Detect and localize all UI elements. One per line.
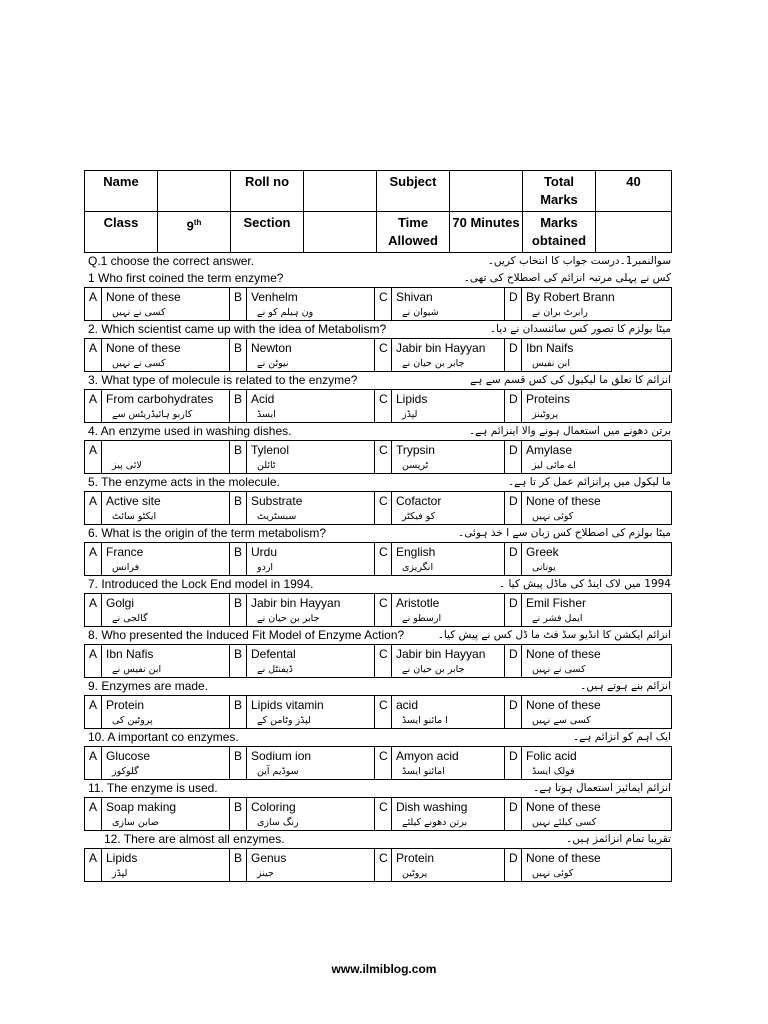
option-c[interactable] [392,645,505,678]
option-c[interactable] [392,543,505,576]
option-c[interactable] [392,492,505,525]
section-label: Section [231,212,304,253]
option-b[interactable] [247,849,375,882]
option-a[interactable] [102,849,230,882]
option-text-ur: کوئی نہیں [532,511,574,522]
option-text-en: Dish washing [396,800,468,814]
option-text-en: Lipids vitamin [251,698,324,712]
option-letter: D [505,288,522,321]
option-text-en: Coloring [251,800,296,814]
question-text-en: 7. Introduced the Lock End model in 1994. [88,577,314,591]
option-text-en: None of these [526,800,601,814]
option-letter: D [505,339,522,372]
option-text-en: Venhelm [251,290,298,304]
option-text-en: Protein [106,698,145,712]
option-letter: C [375,441,392,474]
option-text-en: Soap making [106,800,177,814]
option-text-ur: لپڈز [112,868,128,879]
option-text-en: Shivan [396,290,433,304]
option-text-ur: ابن نفیس [532,358,570,369]
time-label: Time Allowed [377,212,450,253]
options-table [84,848,672,882]
option-letter: C [375,492,392,525]
options-table [84,338,672,372]
option-d[interactable] [522,747,672,780]
option-a[interactable] [102,696,230,729]
option-letter: D [505,390,522,423]
option-text-en: Sodium ion [251,749,312,763]
question-text-en: 11. The enzyme is used. [88,781,218,795]
question-text-en: 12. There are almost all enzymes. [104,832,285,846]
option-b[interactable] [247,288,375,321]
option-d[interactable] [522,849,672,882]
option-letter: C [375,696,392,729]
option-letter: D [505,696,522,729]
option-text-ur: ون ہیلم کو نے [257,307,314,318]
question-line [84,270,671,287]
option-c[interactable] [392,288,505,321]
question-text-ur: انزائم بنے ہوتے ہیں۔ [580,680,671,692]
option-text-ur: ایسڈ [257,409,276,420]
option-a[interactable] [102,594,230,627]
option-letter: C [375,288,392,321]
option-text-ur: کاربو ہائیڈریٹس سے [112,409,193,420]
option-text-en: Jabir bin Hayyan [396,647,486,661]
option-letter: C [375,798,392,831]
question-text-en: 3. What type of molecule is related to the enzyme? [88,373,358,387]
option-text-en: Aristotle [396,596,440,610]
option-a[interactable] [102,441,230,474]
option-text-ur: ارسطو نے [402,613,442,624]
option-text-en: Ibn Nafis [106,647,154,661]
option-text-ur: ٹرپسن [402,460,429,471]
option-d[interactable] [522,390,672,423]
option-letter: A [85,747,102,780]
option-text-en: Jabir bin Hayyan [396,341,486,355]
question-text-ur: انزائم کا تعلق ما لیکیول کی کس قسم سے ہے [470,374,671,386]
question-text-ur: ایک اہم کو انزائم ہے۔ [573,731,671,743]
question-line [84,780,671,797]
option-text-en: Amylase [526,443,573,457]
option-text-ur: کسی نے نہیں [112,307,166,318]
option-text-ur: جابر بن حیان نے [257,613,320,624]
option-b[interactable] [247,390,375,423]
option-letter: D [505,849,522,882]
class-value [158,212,231,253]
options-table [84,644,672,678]
option-text-ur: شیوان نے [402,307,439,318]
option-letter: B [230,288,247,321]
option-text-ur: ایکٹو سائٹ [112,511,157,522]
option-c[interactable] [392,594,505,627]
option-letter: B [230,594,247,627]
option-c[interactable] [392,747,505,780]
option-text-en: Newton [251,341,292,355]
option-text-en: Cofactor [396,494,442,508]
question-line [84,474,671,491]
option-c[interactable] [392,339,505,372]
option-text-ur: سوڈیم آین [257,766,299,777]
option-text-ur: اے مائی لیز [532,460,576,471]
option-letter: B [230,339,247,372]
option-text-ur: برتن دھونے کیلئے [402,817,468,828]
option-letter: A [85,849,102,882]
time-value: 70 Minutes [450,212,523,253]
option-text-ur: رنگ سازی [257,817,299,828]
option-text-ur: امائنو ایسڈ [402,766,445,777]
question-text-ur: انزائم ایکشن کا انڈیو سڈ فٹ ما ڈل کس نے پیش کیا۔ [437,629,671,641]
option-c[interactable] [392,696,505,729]
option-text-ur: اردو [257,562,274,573]
option-letter: C [375,390,392,423]
option-a[interactable] [102,339,230,372]
option-text-ur: فولک ایسڈ [532,766,575,777]
options-table [84,440,672,474]
option-text-en: Substrate [251,494,303,508]
option-text-ur: صابن سازی [112,817,159,828]
name-label: Name [85,171,158,212]
obtained-label: Marks obtained [523,212,596,253]
option-b[interactable] [247,594,375,627]
option-letter: A [85,441,102,474]
option-c[interactable] [392,441,505,474]
question-line [84,831,671,848]
name-field[interactable] [158,171,231,212]
option-a[interactable] [102,543,230,576]
option-text-en: Trypsin [396,443,435,457]
option-text-en: Glucose [106,749,151,763]
option-letter: B [230,441,247,474]
question-line [84,423,671,440]
option-text-en: Proteins [526,392,571,406]
option-letter: D [505,645,522,678]
option-text-ur: سبسٹریٹ [257,511,297,522]
option-text-en: Lipids [396,392,428,406]
option-text-ur: گالجی نے [112,613,148,624]
option-text-en [106,442,225,459]
option-letter: C [375,594,392,627]
option-d[interactable] [522,645,672,678]
question-text-ur: میٹا بولزم کی اصطلاح کس زبان سے ا خذ ہوئی۔ [458,527,671,539]
option-letter: B [230,492,247,525]
option-c[interactable] [392,849,505,882]
option-letter: C [375,747,392,780]
option-b[interactable] [247,747,375,780]
option-text-en: None of these [526,851,601,865]
total-marks-label: Total Marks [523,171,596,212]
options-table [84,746,672,780]
option-b[interactable] [247,339,375,372]
option-text-ur: کسی سے نہیں [532,715,591,726]
instruction-ur: سوالنمبر1۔درست جواب کا انتخاب کریں۔ [487,255,671,267]
question-line [84,627,671,644]
question-text-ur: ما لیکول میں پرانزائم عمل کر تا ہے۔ [507,476,671,488]
options-table [84,287,672,321]
option-letter: A [85,798,102,831]
option-letter: B [230,696,247,729]
option-letter: B [230,798,247,831]
question-line [84,678,671,695]
option-text-en: Defental [251,647,296,661]
question-text-ur: میٹا بولزم کا تصور کس سائنسدان نے دیا۔ [489,323,671,335]
option-c[interactable] [392,390,505,423]
option-text-en: None of these [526,494,601,508]
question-text-en: 4. An enzyme used in washing dishes. [88,424,292,438]
option-text-en: Golgi [106,596,135,610]
option-text-ur: پروٹین [402,868,428,879]
options-table [84,542,672,576]
options-table [84,797,672,831]
option-text-ur: کسی کیلئے نہیں [532,817,597,828]
option-letter: A [85,645,102,678]
options-table [84,389,672,423]
option-text-en: Active site [106,494,161,508]
option-d[interactable] [522,441,672,474]
option-b[interactable] [247,441,375,474]
option-text-ur: ٹائلن [257,460,276,471]
option-text-en: None of these [106,341,181,355]
option-text-ur: فرانس [112,562,140,573]
class-suffix: th [193,218,202,227]
option-letter: D [505,441,522,474]
instruction-line [84,253,671,270]
class-label: Class [85,212,158,253]
option-letter: D [505,747,522,780]
option-text-ur: پروٹین کی [112,715,153,726]
option-letter: A [85,543,102,576]
option-letter: A [85,696,102,729]
obtained-field[interactable] [596,212,672,253]
option-text-en: Lipids [106,851,138,865]
option-text-ur: کسی نے نہیں [112,358,166,369]
option-text-en: Emil Fisher [526,596,587,610]
option-text-en: Greek [526,545,559,559]
option-letter: A [85,390,102,423]
question-text-en: 9. Enzymes are made. [88,679,209,693]
option-text-en: None of these [106,290,181,304]
subject-field[interactable] [450,171,523,212]
option-text-ur: ایمل فشر نے [532,613,583,624]
option-text-ur: جینز [257,868,274,879]
option-d[interactable] [522,696,672,729]
option-a[interactable] [102,747,230,780]
question-text-en: 8. Who presented the Induced Fit Model of Enzyme Action? [88,628,405,642]
roll-field[interactable] [304,171,377,212]
option-text-ur: کسی نے نہیں [532,664,586,675]
option-letter: A [85,288,102,321]
option-text-ur: نیوٹن نے [257,358,289,369]
option-c[interactable] [392,798,505,831]
option-letter: D [505,594,522,627]
question-line [84,525,671,542]
option-letter: D [505,492,522,525]
option-text-en: Genus [251,851,287,865]
option-text-ur: یونانی [532,562,556,573]
option-text-ur: جابر بن حیان نے [402,358,465,369]
options-table [84,491,672,525]
option-d[interactable] [522,594,672,627]
subject-label: Subject [377,171,450,212]
option-text-en: Amyon acid [396,749,459,763]
option-text-en: None of these [526,698,601,712]
option-text-ur: ڈیفنٹل نے [257,664,293,675]
option-text-en: From carbohydrates [106,392,214,406]
option-a[interactable] [102,492,230,525]
question-line [84,372,671,389]
option-letter: B [230,645,247,678]
question-text-en: 2. Which scientist came up with the idea of Metabolism? [88,322,387,336]
option-text-en: Folic acid [526,749,577,763]
option-b[interactable] [247,696,375,729]
option-letter: B [230,849,247,882]
question-text-en: 5. The enzyme acts in the molecule. [88,475,280,489]
option-letter: C [375,849,392,882]
total-marks-value: 40 [596,171,672,212]
question-text-ur: تقریبا تمام انزائمز ہیں۔ [566,833,671,845]
option-letter: C [375,339,392,372]
options-table [84,695,672,729]
option-text-en: Ibn Naifs [526,341,574,355]
option-d[interactable] [522,543,672,576]
footer-website: www.ilmiblog.com [331,962,437,976]
quiz-page [84,170,671,882]
option-letter: D [505,543,522,576]
header-table [84,170,672,253]
option-b[interactable] [247,645,375,678]
question-line [84,321,671,338]
question-text-ur: 1994 میں لاک اینڈ کی ماڈل پیش کیا ۔ [498,578,671,590]
roll-label: Roll no [231,171,304,212]
instruction-en: Q.1 choose the correct answer. [88,254,255,268]
option-text-ur: جابر بن حیان نے [402,664,465,675]
option-text-en: Jabir bin Hayyan [251,596,341,610]
question-line [84,729,671,746]
option-text-ur: ابن نفیس نے [112,664,162,675]
option-letter: B [230,390,247,423]
option-letter: A [85,594,102,627]
option-letter: C [375,645,392,678]
option-text-en: acid [396,698,419,712]
option-text-en: Protein [396,851,435,865]
option-letter: C [375,543,392,576]
option-text-ur: کوئی نہیں [532,868,574,879]
options-table [84,593,672,627]
option-text-en: By Robert Brann [526,290,615,304]
option-letter: A [85,339,102,372]
option-d[interactable] [522,798,672,831]
option-text-en: France [106,545,144,559]
option-d[interactable] [522,288,672,321]
section-field[interactable] [304,212,377,253]
option-a[interactable] [102,390,230,423]
option-text-ur: انگریزی [402,562,434,573]
option-text-en: Urdu [251,545,278,559]
option-letter: B [230,543,247,576]
option-a[interactable] [102,288,230,321]
option-d[interactable] [522,492,672,525]
option-text-ur: رابرٹ بران نے [532,307,588,318]
option-text-ur: گلوکوز [112,766,139,777]
class-number: 9 [186,218,194,234]
option-b[interactable] [247,492,375,525]
option-letter: B [230,747,247,780]
option-a[interactable] [102,798,230,831]
option-text-ur: ا مائنو ایسڈ [402,715,448,726]
option-text-en: Tylenol [251,443,290,457]
option-letter: A [85,492,102,525]
option-text-en: English [396,545,436,559]
question-text-en: 10. A important co enzymes. [88,730,239,744]
option-text-en: Acid [251,392,275,406]
question-text-ur: کس نے پہلی مرتبہ انزائم کی اصطلاح کی تھی۔ [463,272,671,284]
option-b[interactable] [247,798,375,831]
question-text-en: 6. What is the origin of the term metabolism? [88,526,327,540]
question-line [84,576,671,593]
option-b[interactable] [247,543,375,576]
question-text-en: 1 Who first coined the term enzyme? [88,271,284,285]
question-text-ur: برتن دھونے میں استعمال ہونے والا اینزائم ہے۔ [468,425,671,437]
option-text-en: None of these [526,647,601,661]
option-d[interactable] [522,339,672,372]
option-letter: D [505,798,522,831]
option-text-ur: لپڈز [402,409,418,420]
option-text-ur: پروٹینز [532,409,559,420]
option-text-ur: کو فیکٹر [402,511,436,522]
option-a[interactable] [102,645,230,678]
question-list [84,270,671,882]
question-text-ur: انزائم ایمائیز استعمال ہوتا ہے۔ [533,782,671,794]
option-text-ur: لائی پیز [112,460,142,471]
option-text-ur: لپڈز وٹامن کے [257,715,311,726]
